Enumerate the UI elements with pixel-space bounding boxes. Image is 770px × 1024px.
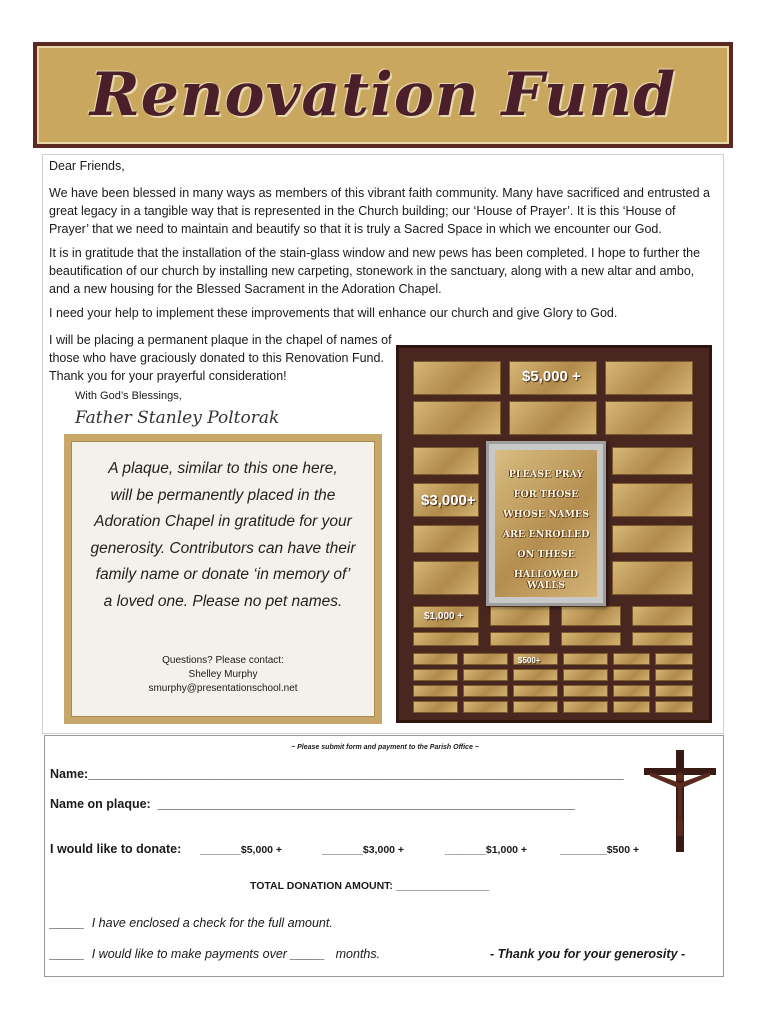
center-line: WHOSE NAMES: [502, 509, 589, 520]
plaque-center-frame: [486, 441, 606, 606]
plaque-name-field[interactable]: ____________________________________________________________: [157, 797, 575, 811]
payment-blank[interactable]: _____: [50, 947, 85, 961]
donate-option-5000[interactable]: _______$5,000 +: [200, 844, 283, 856]
paragraph-2: It is in gratitude that the installation of the stain-glass window and new pews has been completed. I hope to further the beautification of our church by installing new carpeting, stonework in the sanctuary, along with a new altar and ambo, and a new housing for the Blessed Sacrament in the Adoration Chapel.: [49, 246, 701, 296]
plaque-plate: [413, 525, 479, 553]
contact-info: [72, 654, 374, 696]
months-text: months.: [335, 947, 381, 961]
callout-line: will be permanently placed in the: [110, 486, 336, 504]
center-line: PLEASE PRAY: [508, 469, 584, 480]
plaque-callout-frame: [64, 434, 382, 724]
plaque-plate: [632, 632, 693, 646]
contact-name: Shelley Murphy: [188, 669, 258, 680]
center-line: FOR THOSE: [513, 489, 579, 500]
contact-email: smurphy@presentationschool.net: [148, 683, 298, 694]
name-label: Name:: [50, 767, 89, 781]
plaque-plate: [413, 685, 458, 697]
plaque-plate: [632, 606, 693, 626]
plaque-plate: [655, 685, 693, 697]
plaque-plate: [413, 401, 501, 435]
plaque-plate: [509, 401, 597, 435]
check-text: I have enclosed a check for the full amount.: [91, 916, 333, 930]
months-blank[interactable]: _____: [290, 947, 326, 961]
total-label: TOTAL DONATION AMOUNT:: [250, 880, 393, 892]
plaque-plate: [413, 669, 458, 681]
tier-label-3000: $3,000+: [421, 492, 476, 509]
plaque-plate: [413, 701, 458, 713]
plaque-plate: [612, 561, 693, 595]
callout-line: A plaque, similar to this one here,: [108, 460, 338, 477]
plaque-plate: [605, 401, 693, 435]
payment-row: [50, 947, 380, 961]
callout-line: generosity. Contributors can have their: [90, 539, 356, 557]
plaque-plate: [613, 685, 650, 697]
plaque-plate: [463, 669, 508, 681]
plaque-plate: [563, 701, 608, 713]
donate-colon: :: [177, 842, 182, 856]
callout-text: [80, 456, 366, 615]
page-title: Renovation Fund: [89, 60, 677, 130]
plaque-plate: [513, 685, 558, 697]
plaque-plate: [463, 653, 508, 665]
callout-line: Adoration Chapel in gratitude for your: [94, 513, 352, 530]
plaque-plate: [513, 701, 558, 713]
donate-option-1000[interactable]: _______$1,000 +: [445, 844, 528, 856]
name-field[interactable]: _____________________________________________________________________________: [88, 767, 624, 781]
center-line: HALLOWED WALLS: [513, 569, 579, 591]
total-row: [250, 880, 489, 892]
tier-label-1000: $1,000 +: [424, 611, 464, 622]
plaque-plate: [655, 669, 693, 681]
plaque-plate: [613, 669, 650, 681]
plaque-plate: [655, 653, 693, 665]
plaque-plate: [613, 701, 650, 713]
plaque-plate: [655, 701, 693, 713]
plaque-plate: [490, 606, 550, 626]
plaque-plate: [413, 653, 458, 665]
plaque-callout: [71, 441, 375, 717]
paragraph-1: We have been blessed in many ways as members of this vibrant faith community. Many have sacrificed and entrusted a great legacy in a tangible way that is represented in the Church building; our ‘House of Prayer’. It is this ‘House of Prayer’ that we need to maintain and beautify so that it is truly a Sacred Space in which we encounter our God.: [49, 186, 710, 236]
plaque-plate: [413, 447, 479, 475]
plaque-center-panel: [495, 450, 597, 597]
plaque-plate: [563, 685, 608, 697]
thank-you-note: - Thank you for your generosity -: [490, 947, 686, 961]
plaque-plate: [561, 632, 621, 646]
plaque-plate: [513, 669, 558, 681]
name-row: [50, 767, 624, 781]
plaque-name-label: Name on plaque:: [50, 797, 151, 811]
paragraph-4-line-3: Thank you for your prayerful consideration!: [49, 369, 287, 383]
total-field[interactable]: ________________: [395, 880, 490, 892]
paragraph-4-line-2: those who have graciously donated to this Renovation Fund.: [49, 351, 384, 365]
callout-line: family name or donate ‘in memory of’: [95, 566, 351, 583]
donate-option-3000[interactable]: _______$3,000 +: [322, 844, 405, 856]
plaque-plate: [563, 669, 608, 681]
plaque-plate: [413, 561, 479, 595]
signature: Father Stanley Poltorak: [75, 408, 280, 428]
form-instruction: ~ Please submit form and payment to the Parish Office ~: [291, 744, 479, 751]
plaque-plate: [413, 361, 501, 395]
paragraph-3: I need your help to implement these improvements that will enhance our church and give Glory to God.: [49, 306, 618, 320]
crucifix-icon: [644, 750, 716, 852]
plaque-plate: [612, 525, 693, 553]
check-row: [50, 916, 333, 930]
plaque-plate: [463, 685, 508, 697]
check-blank[interactable]: _____: [50, 916, 85, 930]
payment-text: I would like to make payments over: [91, 947, 287, 961]
plaque-plate: [463, 701, 508, 713]
plaque-plate: [613, 653, 650, 665]
center-line: ON THESE: [517, 549, 575, 560]
contact-intro: Questions? Please contact:: [162, 655, 284, 666]
plaque-plate: [612, 483, 693, 517]
center-line: ARE ENROLLED: [502, 529, 590, 540]
tier-label-5000: $5,000 +: [522, 368, 581, 385]
title-banner-inner: [37, 46, 729, 144]
plaque-plate: [612, 447, 693, 475]
title-banner: [33, 42, 733, 148]
plaque-plate: [490, 632, 550, 646]
donate-label: I would like to donate: [50, 842, 178, 856]
greeting: Dear Friends,: [49, 159, 125, 173]
paragraph-4-line-1: I will be placing a permanent plaque in the chapel of names of: [49, 333, 392, 347]
donate-label-row: [50, 842, 181, 856]
callout-line: a loved one. Please no pet names.: [103, 592, 343, 610]
tier-label-500: $500+: [518, 656, 541, 665]
plaque-plate: [563, 653, 608, 665]
plaque-name-row: [50, 797, 575, 811]
plaque-plate: [561, 606, 621, 626]
plaque-plate: [605, 361, 693, 395]
blessing: With God’s Blessings,: [75, 390, 182, 402]
donate-option-500[interactable]: ________$500 +: [560, 844, 640, 856]
plaque-plate: [413, 632, 479, 646]
